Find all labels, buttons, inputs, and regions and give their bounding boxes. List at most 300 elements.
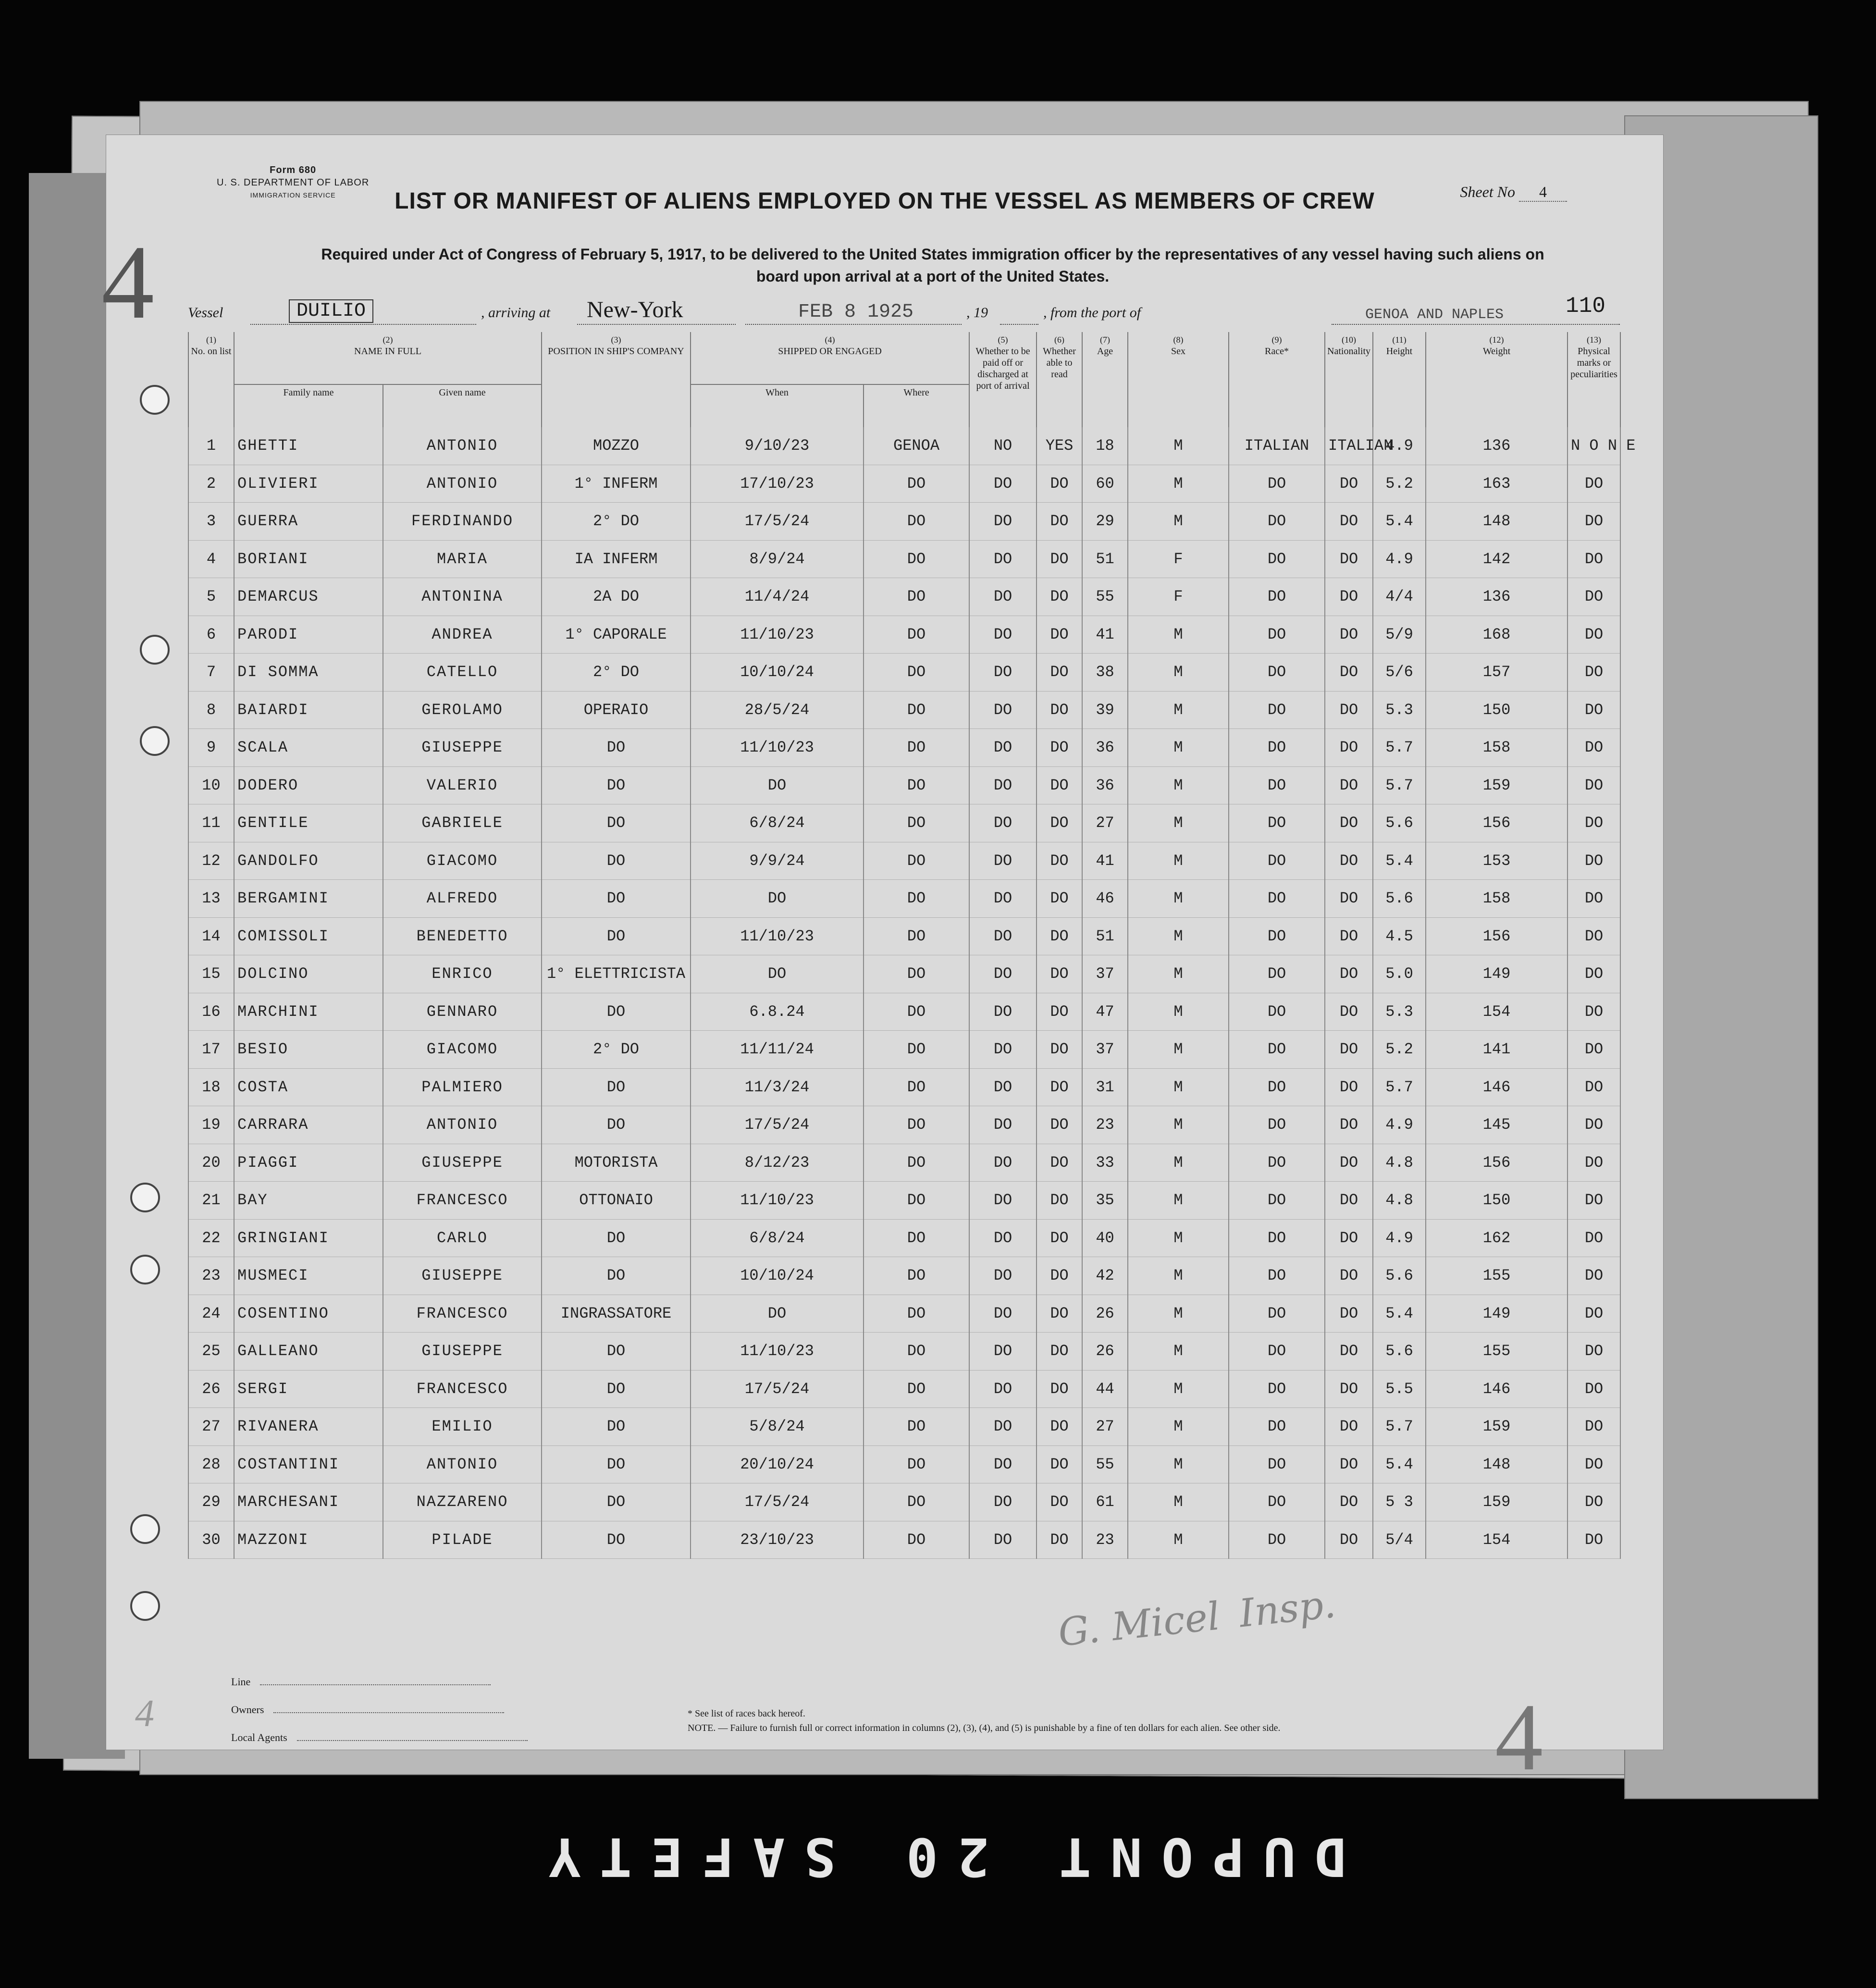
able-to-read-cell: DO [1037,578,1082,616]
able-to-read-cell: DO [1037,1219,1082,1257]
weight-cell: 154 [1426,993,1567,1031]
weight-cell: 146 [1426,1370,1567,1408]
height-cell: 5/4 [1373,1521,1426,1559]
able-to-read-cell: DO [1037,1445,1082,1483]
table-row [188,654,1620,691]
able-to-read-cell: DO [1037,1031,1082,1069]
sex-cell: M [1128,1370,1229,1408]
weight-cell: 159 [1426,766,1567,804]
height-cell: 5/6 [1373,654,1426,691]
given-name-cell: ENRICO [383,955,542,993]
shipped-when-cell: 10/10/24 [691,1257,864,1295]
nationality-cell: DO [1325,804,1373,842]
height-cell: 5.5 [1373,1370,1426,1408]
sex-cell: M [1128,465,1229,503]
col-number-header: (1) No. on list [188,332,234,427]
weight-cell: 145 [1426,1106,1567,1144]
height-cell: 5.7 [1373,1068,1426,1106]
able-to-read-cell: DO [1037,766,1082,804]
row-number-cell: 8 [188,691,234,729]
film-edge-marking: DUPONT 20 SAFETY [530,1826,1346,1888]
row-number-cell: 2 [188,465,234,503]
paid-off-cell: DO [969,1333,1037,1371]
table-row [188,691,1620,729]
position-cell: DO [542,1106,691,1144]
shipped-where-cell: DO [864,691,969,729]
position-cell: 1° INFERM [542,465,691,503]
table-row [188,766,1620,804]
row-number-cell: 26 [188,1370,234,1408]
race-cell: ITALIAN [1229,427,1325,465]
nationality-cell: DO [1325,540,1373,578]
col-weight-header: (12) Weight [1426,332,1567,427]
physical-marks-cell: DO [1567,654,1620,691]
paid-off-cell: DO [969,729,1037,767]
height-cell: 5 3 [1373,1483,1426,1521]
able-to-read-cell: DO [1037,1106,1082,1144]
given-name-cell: GABRIELE [383,804,542,842]
table-row [188,880,1620,918]
height-cell: 5.2 [1373,465,1426,503]
table-row [188,465,1620,503]
sex-cell: M [1128,729,1229,767]
paid-off-cell: DO [969,1068,1037,1106]
vessel-label: Vessel [188,305,223,321]
sex-cell: M [1128,1483,1229,1521]
shipped-when-cell: 10/10/24 [691,654,864,691]
race-cell: DO [1229,1144,1325,1182]
age-cell: 18 [1082,427,1128,465]
row-number-cell: 12 [188,842,234,880]
height-cell: 4/4 [1373,578,1426,616]
given-name-cell: GIUSEPPE [383,1257,542,1295]
given-name-cell: ALFREDO [383,880,542,918]
given-name-cell: GIACOMO [383,1031,542,1069]
shipped-where-cell: DO [864,729,969,767]
paid-off-cell: DO [969,955,1037,993]
given-name-cell: ANTONINA [383,578,542,616]
nationality-cell: DO [1325,1370,1373,1408]
shipped-when-cell: DO [691,880,864,918]
paid-off-cell: DO [969,1521,1037,1559]
given-name-cell: FRANCESCO [383,1370,542,1408]
given-name-cell: GEROLAMO [383,691,542,729]
row-number-cell: 14 [188,917,234,955]
given-name-cell: EMILIO [383,1408,542,1446]
table-row [188,1295,1620,1333]
sex-cell: M [1128,1106,1229,1144]
row-number-cell: 4 [188,540,234,578]
height-cell: 5.4 [1373,842,1426,880]
from-port: GENOA AND NAPLES [1365,307,1504,323]
vessel-name: DUILIO [289,299,373,323]
weight-cell: 156 [1426,917,1567,955]
position-cell: DO [542,729,691,767]
sex-cell: M [1128,993,1229,1031]
age-cell: 37 [1082,955,1128,993]
table-row [188,578,1620,616]
physical-marks-cell: DO [1567,766,1620,804]
family-name-cell: DOLCINO [234,955,383,993]
row-number-cell: 30 [188,1521,234,1559]
paid-off-cell: DO [969,1295,1037,1333]
shipped-when-cell: DO [691,955,864,993]
footnotes [688,1706,1553,1735]
row-number-cell: 5 [188,578,234,616]
weight-cell: 149 [1426,1295,1567,1333]
race-cell: DO [1229,1106,1325,1144]
physical-marks-cell: DO [1567,880,1620,918]
position-cell: MOTORISTA [542,1144,691,1182]
shipped-where-cell: DO [864,1483,969,1521]
family-name-cell: PIAGGI [234,1144,383,1182]
sex-cell: M [1128,1445,1229,1483]
race-cell: DO [1229,654,1325,691]
family-name-cell: DI SOMMA [234,654,383,691]
nationality-cell: DO [1325,503,1373,541]
given-name-cell: FRANCESCO [383,1182,542,1220]
col-where-header: Where [864,384,969,427]
able-to-read-cell: DO [1037,691,1082,729]
position-cell: DO [542,1408,691,1446]
nationality-cell: ITALIAN [1325,427,1373,465]
age-cell: 36 [1082,729,1128,767]
able-to-read-cell: DO [1037,729,1082,767]
paid-off-cell: DO [969,1408,1037,1446]
sex-cell: M [1128,1031,1229,1069]
family-name-cell: COSENTINO [234,1295,383,1333]
given-name-cell: ANDREA [383,616,542,654]
shipped-where-cell: DO [864,1521,969,1559]
table-row [188,503,1620,541]
given-name-cell: ANTONIO [383,1106,542,1144]
table-row [188,1483,1620,1521]
physical-marks-cell: DO [1567,503,1620,541]
punch-hole [140,385,170,415]
race-cell: DO [1229,1483,1325,1521]
sex-cell: M [1128,766,1229,804]
paid-off-cell: DO [969,578,1037,616]
able-to-read-cell: DO [1037,1182,1082,1220]
able-to-read-cell: DO [1037,993,1082,1031]
row-number-cell: 11 [188,804,234,842]
sex-cell: M [1128,1333,1229,1371]
sheet-number-value: 4 [1519,183,1567,202]
race-cell: DO [1229,1219,1325,1257]
table-row [188,1182,1620,1220]
able-to-read-cell: DO [1037,540,1082,578]
able-to-read-cell: DO [1037,880,1082,918]
penalty-note: NOTE. — Failure to furnish full or correct information in columns (2), (3), (4), and (5) is punishable by a fine of ten dollars for each alien. See other side. [688,1723,1281,1733]
age-cell: 37 [1082,1031,1128,1069]
weight-cell: 150 [1426,691,1567,729]
age-cell: 60 [1082,465,1128,503]
paid-off-cell: DO [969,1219,1037,1257]
sex-cell: M [1128,842,1229,880]
physical-marks-cell: DO [1567,1445,1620,1483]
position-cell: DO [542,766,691,804]
races-note: * See list of races back hereof. [688,1708,805,1719]
shipped-where-cell: DO [864,1106,969,1144]
table-row [188,1257,1620,1295]
age-cell: 23 [1082,1106,1128,1144]
row-number-cell: 15 [188,955,234,993]
race-cell: DO [1229,1370,1325,1408]
col-race-header: (9) Race* [1229,332,1325,427]
family-name-cell: BORIANI [234,540,383,578]
row-number-cell: 9 [188,729,234,767]
row-number-cell: 18 [188,1068,234,1106]
row-number-cell: 29 [188,1483,234,1521]
age-cell: 47 [1082,993,1128,1031]
position-cell: DO [542,842,691,880]
local-agents-label: Local Agents [231,1731,287,1743]
physical-marks-cell: DO [1567,1521,1620,1559]
weight-cell: 146 [1426,1068,1567,1106]
table-row [188,1144,1620,1182]
family-name-cell: DEMARCUS [234,578,383,616]
line-label: Line [231,1676,251,1688]
family-name-cell: COMISSOLI [234,917,383,955]
physical-marks-cell: DO [1567,1333,1620,1371]
table-row [188,616,1620,654]
shipped-when-cell: 17/5/24 [691,1370,864,1408]
shipped-when-cell: 8/9/24 [691,540,864,578]
weight-cell: 155 [1426,1333,1567,1371]
shipped-when-cell: 6/8/24 [691,1219,864,1257]
paid-off-cell: DO [969,1370,1037,1408]
nationality-cell: DO [1325,1333,1373,1371]
race-cell: DO [1229,1408,1325,1446]
position-cell: DO [542,917,691,955]
physical-marks-cell: DO [1567,616,1620,654]
table-row [188,1031,1620,1069]
arriving-port: New-York [587,297,683,322]
family-name-cell: BERGAMINI [234,880,383,918]
physical-marks-cell: DO [1567,1144,1620,1182]
row-number-cell: 21 [188,1182,234,1220]
paid-off-cell: DO [969,503,1037,541]
nationality-cell: DO [1325,654,1373,691]
age-cell: 23 [1082,1521,1128,1559]
able-to-read-cell: DO [1037,955,1082,993]
from-port-label: , from the port of [1043,305,1141,321]
shipped-when-cell: 11/10/23 [691,616,864,654]
position-cell: DO [542,1068,691,1106]
table-row [188,955,1620,993]
physical-marks-cell: DO [1567,1295,1620,1333]
physical-marks-cell: DO [1567,842,1620,880]
physical-marks-cell: DO [1567,729,1620,767]
family-name-cell: CARRARA [234,1106,383,1144]
shipped-where-cell: DO [864,465,969,503]
stamp-number: 110 [1566,294,1605,319]
family-name-cell: GHETTI [234,427,383,465]
age-cell: 36 [1082,766,1128,804]
weight-cell: 154 [1426,1521,1567,1559]
weight-cell: 159 [1426,1408,1567,1446]
col-sex-header: (8) Sex [1128,332,1229,427]
height-cell: 5.7 [1373,1408,1426,1446]
height-cell: 5.6 [1373,880,1426,918]
nationality-cell: DO [1325,465,1373,503]
physical-marks-cell: DO [1567,993,1620,1031]
able-to-read-cell: DO [1037,1144,1082,1182]
position-cell: 2A DO [542,578,691,616]
nationality-cell: DO [1325,1106,1373,1144]
age-cell: 38 [1082,654,1128,691]
sex-cell: M [1128,1219,1229,1257]
shipped-when-cell: 6/8/24 [691,804,864,842]
shipped-when-cell: 9/9/24 [691,842,864,880]
height-cell: 5.3 [1373,691,1426,729]
nationality-cell: DO [1325,993,1373,1031]
able-to-read-cell: YES [1037,427,1082,465]
sex-cell: M [1128,1295,1229,1333]
shipped-when-cell: 5/8/24 [691,1408,864,1446]
crew-manifest-table [188,332,1636,1559]
height-cell: 5.0 [1373,955,1426,993]
paid-off-cell: DO [969,766,1037,804]
able-to-read-cell: DO [1037,917,1082,955]
weight-cell: 150 [1426,1182,1567,1220]
col-given-name-header: Given name [383,384,542,427]
height-cell: 4.8 [1373,1144,1426,1182]
shipped-when-cell: 11/10/23 [691,1333,864,1371]
shipped-where-cell: DO [864,654,969,691]
race-cell: DO [1229,842,1325,880]
position-cell: OTTONAIO [542,1182,691,1220]
shipped-when-cell: 17/10/23 [691,465,864,503]
table-row [188,1370,1620,1408]
sex-cell: M [1128,1144,1229,1182]
physical-marks-cell: DO [1567,1106,1620,1144]
sex-cell: M [1128,1408,1229,1446]
race-cell: DO [1229,616,1325,654]
paid-off-cell: DO [969,842,1037,880]
given-name-cell: PILADE [383,1521,542,1559]
shipped-where-cell: DO [864,1333,969,1371]
age-cell: 39 [1082,691,1128,729]
col-height-header: (11) Height [1373,332,1426,427]
shipped-when-cell: 6.8.24 [691,993,864,1031]
paid-off-cell: DO [969,540,1037,578]
weight-cell: 158 [1426,729,1567,767]
family-name-cell: MARCHINI [234,993,383,1031]
family-name-cell: MAZZONI [234,1521,383,1559]
able-to-read-cell: DO [1037,1257,1082,1295]
height-cell: 5.3 [1373,993,1426,1031]
weight-cell: 168 [1426,616,1567,654]
weight-cell: 159 [1426,1483,1567,1521]
shipped-when-cell: 17/5/24 [691,503,864,541]
age-cell: 29 [1082,503,1128,541]
able-to-read-cell: DO [1037,654,1082,691]
physical-marks-cell: DO [1567,804,1620,842]
height-cell: 5.6 [1373,1257,1426,1295]
position-cell: DO [542,1257,691,1295]
nationality-cell: DO [1325,1219,1373,1257]
height-cell: 4.8 [1373,1182,1426,1220]
race-cell: DO [1229,1182,1325,1220]
given-name-cell: NAZZARENO [383,1483,542,1521]
shipped-when-cell: 17/5/24 [691,1106,864,1144]
sex-cell: F [1128,578,1229,616]
shipped-where-cell: DO [864,1068,969,1106]
punch-hole [140,726,170,756]
race-cell: DO [1229,729,1325,767]
punch-hole [130,1514,160,1544]
shipped-when-cell: DO [691,766,864,804]
family-name-cell: GRINGIANI [234,1219,383,1257]
race-cell: DO [1229,993,1325,1031]
able-to-read-cell: DO [1037,1370,1082,1408]
table-row [188,842,1620,880]
family-name-cell: BAY [234,1182,383,1220]
age-cell: 27 [1082,804,1128,842]
paid-off-cell: DO [969,804,1037,842]
able-to-read-cell: DO [1037,1333,1082,1371]
given-name-cell: BENEDETTO [383,917,542,955]
shipped-where-cell: GENOA [864,427,969,465]
nationality-cell: DO [1325,1144,1373,1182]
year-label: , 19 [966,305,988,321]
row-number-cell: 28 [188,1445,234,1483]
given-name-cell: VALERIO [383,766,542,804]
physical-marks-cell: DO [1567,540,1620,578]
physical-marks-cell: N O N E [1567,427,1620,465]
paid-off-cell: NO [969,427,1037,465]
table-row [188,804,1620,842]
family-name-cell: MARCHESANI [234,1483,383,1521]
shipped-where-cell: DO [864,540,969,578]
shipped-where-cell: DO [864,993,969,1031]
given-name-cell: FERDINANDO [383,503,542,541]
col-paid-off-header: (5) Whether to be paid off or discharged at port of arrival [969,332,1037,427]
row-number-cell: 23 [188,1257,234,1295]
sex-cell: M [1128,616,1229,654]
shipped-when-cell: 28/5/24 [691,691,864,729]
bottom-stamp-number: 4 [1495,1684,1543,1790]
age-cell: 33 [1082,1144,1128,1182]
family-name-cell: SERGI [234,1370,383,1408]
sex-cell: M [1128,691,1229,729]
position-cell: DO [542,1219,691,1257]
nationality-cell: DO [1325,691,1373,729]
shipped-where-cell: DO [864,503,969,541]
sex-cell: M [1128,1068,1229,1106]
height-cell: 5.4 [1373,503,1426,541]
sheet-stamp-number: 4 [101,223,154,341]
family-name-cell: OLIVIERI [234,465,383,503]
height-cell: 4.9 [1373,1106,1426,1144]
row-number-cell: 19 [188,1106,234,1144]
physical-marks-cell: DO [1567,1257,1620,1295]
family-name-cell: RIVANERA [234,1408,383,1446]
row-number-cell: 10 [188,766,234,804]
race-cell: DO [1229,1445,1325,1483]
physical-marks-cell: DO [1567,1068,1620,1106]
nationality-cell: DO [1325,1445,1373,1483]
table-row [188,540,1620,578]
arriving-label: , arriving at [481,305,551,321]
vessel-line [188,296,1620,325]
footer-fields [231,1668,528,1752]
sex-cell: M [1128,1257,1229,1295]
physical-marks-cell: DO [1567,1182,1620,1220]
nationality-cell: DO [1325,1295,1373,1333]
manifest-sheet [101,135,1664,1790]
